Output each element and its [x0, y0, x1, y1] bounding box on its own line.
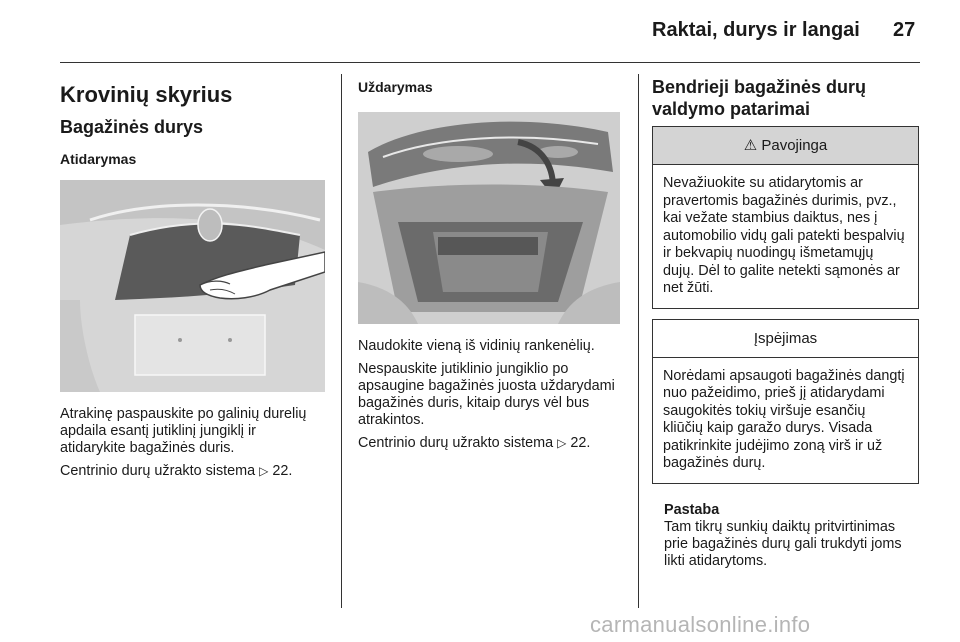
- column-3: [652, 70, 920, 570]
- column-2: [358, 70, 628, 452]
- opening-heading: Atidarymas: [60, 151, 137, 167]
- header-rule: [60, 62, 920, 63]
- opening-reference: [60, 463, 325, 480]
- section-heading: Krovinių skyrius: [60, 82, 233, 107]
- page-number: 27: [893, 19, 916, 41]
- reference-page: 22.: [570, 435, 591, 451]
- closing-heading: Uždarymas: [358, 79, 433, 95]
- page-reference-arrow-icon: ▷: [259, 464, 269, 478]
- closing-paragraph-1: Naudokite vieną iš vidinių rankenėlių.: [358, 338, 595, 354]
- warning-text: Norėdami apsaugoti bagažinės dangtį nuo pažeidimo, prieš jį atidarydami saugokitės tokių viršuje esančių kliūčių kaip garažo durys. Visada patikrinkite judėjimo zoną virš ir už bagažinės durų.: [663, 367, 905, 471]
- column-1: [60, 70, 325, 480]
- column-divider-2: [638, 74, 639, 608]
- warning-label: Įspėjimas: [653, 320, 918, 358]
- tailgate-opening-illustration: [60, 180, 325, 392]
- closing-reference: [358, 435, 628, 452]
- subsection-heading: Bagažinės durys: [60, 117, 204, 137]
- reference-text: Centrinio durų užrakto sistema: [60, 463, 256, 479]
- page-reference-arrow-icon: ▷: [557, 436, 567, 450]
- note-block: [652, 502, 920, 570]
- reference-text: Centrinio durų užrakto sistema: [358, 435, 554, 451]
- watermark: carmanualsonline.info: [590, 612, 811, 637]
- general-tips-heading: Bendrieji bagažinės durų valdymo patarimai: [652, 77, 867, 119]
- tailgate-closing-illustration: [358, 112, 620, 324]
- opening-paragraph: Atrakinę paspauskite po galinių durelių apdaila esantį jutiklinį jungiklį ir atidarykite bagažinės duris.: [60, 406, 307, 456]
- tailgate-switch-image: [60, 180, 325, 392]
- danger-text: Nevažiuokite su atidarytomis ar pravertomis bagažinės durimis, pvz., kai vežate stambius daiktus, nes į automobilio vidų gali patekti bespalvių ir bekvapių nuodingų išmetamųjų dujų. Dėl to galite netekti sąmonės ar net žūti.: [663, 175, 905, 296]
- danger-label: Pavojinga: [761, 137, 828, 154]
- note-text: Tam tikrų sunkių daiktų pritvirtinimas prie bagažinės durų gali trukdyti joms likti atidarytoms.: [664, 518, 902, 569]
- column-divider-1: [341, 74, 342, 608]
- reference-page: 22.: [272, 463, 293, 479]
- danger-box-header: [653, 127, 918, 165]
- note-title: Pastaba: [664, 501, 720, 518]
- warning-box: [652, 319, 919, 484]
- danger-box: [652, 126, 919, 309]
- running-header-title: Raktai, durys ir langai: [652, 19, 860, 41]
- closing-paragraph-2: Nespauskite jutiklinio jungiklio po apsaugine bagažinės juosta uždarydami bagažinės duris, kitaip durys vėl bus atrakintos.: [358, 361, 615, 428]
- tailgate-closing-image: [358, 112, 620, 324]
- warning-triangle-icon: ⚠: [743, 137, 758, 154]
